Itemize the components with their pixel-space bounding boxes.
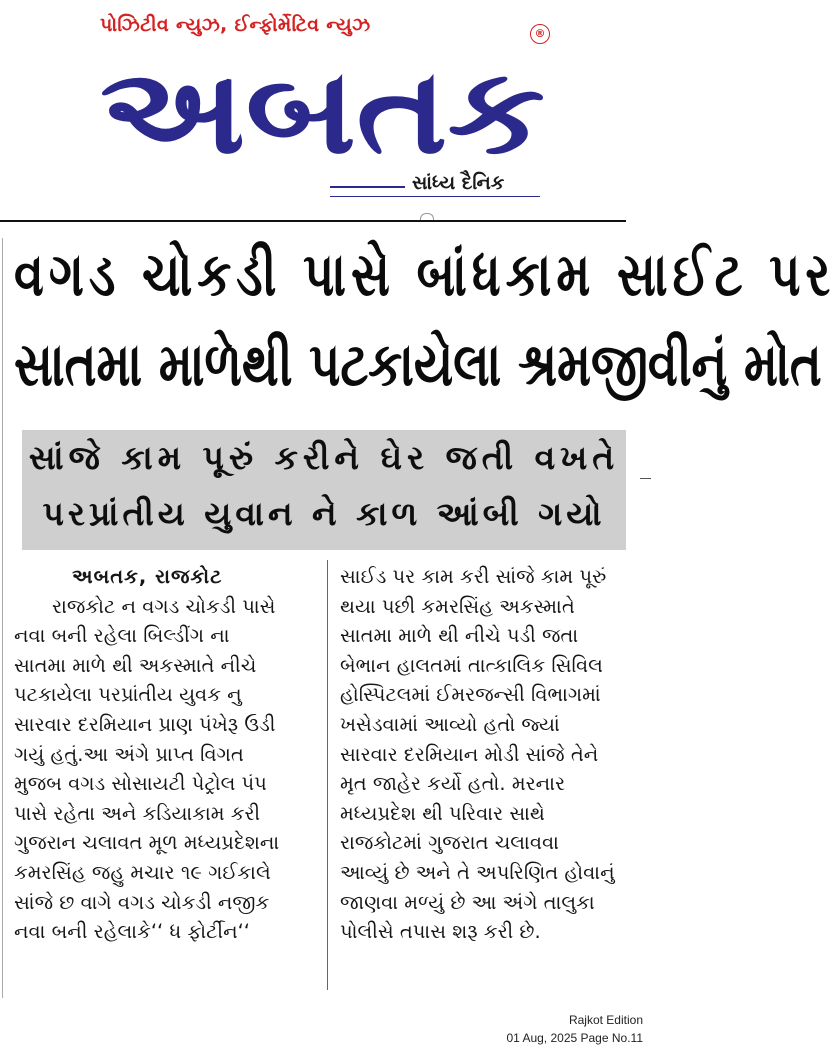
masthead-rule bbox=[0, 220, 626, 222]
edge-mark bbox=[640, 478, 651, 479]
body-line: રાજકોટમાં ગુજરાત ચલાવવા bbox=[340, 831, 559, 855]
masthead bbox=[0, 0, 651, 215]
body-line: પોલીસે તપાસ શરૂ કરી છે. bbox=[340, 920, 541, 944]
rule-notch bbox=[420, 213, 434, 220]
masthead-tagline: પોઝિટીવ ન્યુઝ, ઈન્ફોર્મેટિવ ન્યુઝ bbox=[100, 14, 371, 36]
subheadline-line-1: સાંજે કામ પૂરું કરીને ઘેર જતી વખતે bbox=[28, 438, 620, 477]
body-line: ગયું હતું.આ અંગે પ્રાપ્ત વિગત bbox=[14, 742, 244, 766]
body-line: સાતમા માળે થી નીચે પડી જતા bbox=[340, 624, 579, 648]
body-line: કમરસિંહ જહુ મચાર ૧૯ ગઈકાલે bbox=[14, 860, 271, 884]
body-line: મધ્યપ્રદેશ થી પરિવાર સાથે bbox=[340, 801, 545, 825]
body-line: હોસ્પિટલમાં ઈમરજન્સી વિભાગમાં bbox=[340, 683, 601, 707]
body-line: સાઈડ પર કામ કરી સાંજે કામ પૂરું bbox=[340, 565, 607, 588]
body-line: સારવાર દરમિયાન મોડી સાંજે તેને bbox=[340, 742, 599, 766]
body-line: આવ્યું છે અને તે અપરિણિત હોવાનું bbox=[340, 860, 615, 884]
body-line: સાતમા માળે થી અકસ્માતે નીચે bbox=[14, 653, 257, 677]
body-line: રાજકોટ ન વગડ ચોકડી પાસે bbox=[52, 594, 276, 618]
registered-mark: ® bbox=[530, 24, 550, 44]
subheadline-box bbox=[22, 430, 626, 550]
body-line: થયા પછી કમરસિંહ અકસ્માતે bbox=[340, 594, 575, 618]
column-divider bbox=[327, 560, 328, 990]
edition-tag bbox=[0, 172, 540, 198]
edition-type-label: સાંધ્ય દૈનિક bbox=[412, 172, 505, 194]
body-line: પાસે રહેતા અને કડિયાકામ કરી bbox=[14, 801, 261, 825]
body-line: બેભાન હાલતમાં તાત્કાલિક સિવિલ bbox=[340, 653, 603, 677]
byline: અબતક, રાજકોટ bbox=[72, 565, 223, 588]
body-line: મુજબ વગડ સોસાયટી પેટ્રોલ પંપ bbox=[14, 772, 267, 796]
newspaper-logo bbox=[100, 40, 550, 180]
edition-rule bbox=[330, 186, 405, 188]
headline-line-1: વગડ ચોકડી પાસે બાંધકામ સાઈટ પર bbox=[14, 240, 835, 310]
body-line: જાણવા મળ્યું છે આ અંગે તાલુકા bbox=[340, 890, 595, 914]
page-edge bbox=[2, 238, 3, 998]
article-column-right bbox=[340, 562, 630, 947]
body-line: પટકાયેલા પરપ્રાંતીય યુવક નુ bbox=[14, 683, 242, 707]
date-page-label: 01 Aug, 2025 Page No.11 bbox=[506, 1031, 643, 1045]
body-line: સારવાર દરમિયાન પ્રાણ પંખેરૂ ઉડી bbox=[14, 712, 276, 736]
body-line: મૃત જાહેર કર્યો હતો. મરનાર bbox=[340, 772, 566, 796]
logo-wordmark: અબતક bbox=[100, 42, 545, 180]
edition-label: Rajkot Edition bbox=[568, 1013, 643, 1027]
article-column-left bbox=[14, 562, 314, 947]
body-line: ખસેડવામાં આવ્યો હતો જ્યાં bbox=[340, 712, 560, 736]
subheadline-line-2: પરપ્રાંતીય યુવાન ને કાળ આંબી ગયો bbox=[42, 494, 606, 533]
body-line: ગુજરાન ચલાવત મૂળ મધ્યપ્રદેશના bbox=[14, 831, 280, 855]
edition-underline bbox=[330, 196, 540, 197]
body-line: નવા બની રહેલા બિલ્ડીંગ ના bbox=[14, 624, 230, 648]
body-line: નવા બની રહેલાકે‘‘ ધ ફોર્ટીન‘‘ bbox=[14, 920, 250, 944]
body-line: સાંજે છ વાગે વગડ ચોકડી નજીક bbox=[14, 890, 270, 914]
headline-line-2: સાતમા માળેથી પટકાયેલા શ્રમજીવીનું મોત bbox=[14, 330, 822, 400]
